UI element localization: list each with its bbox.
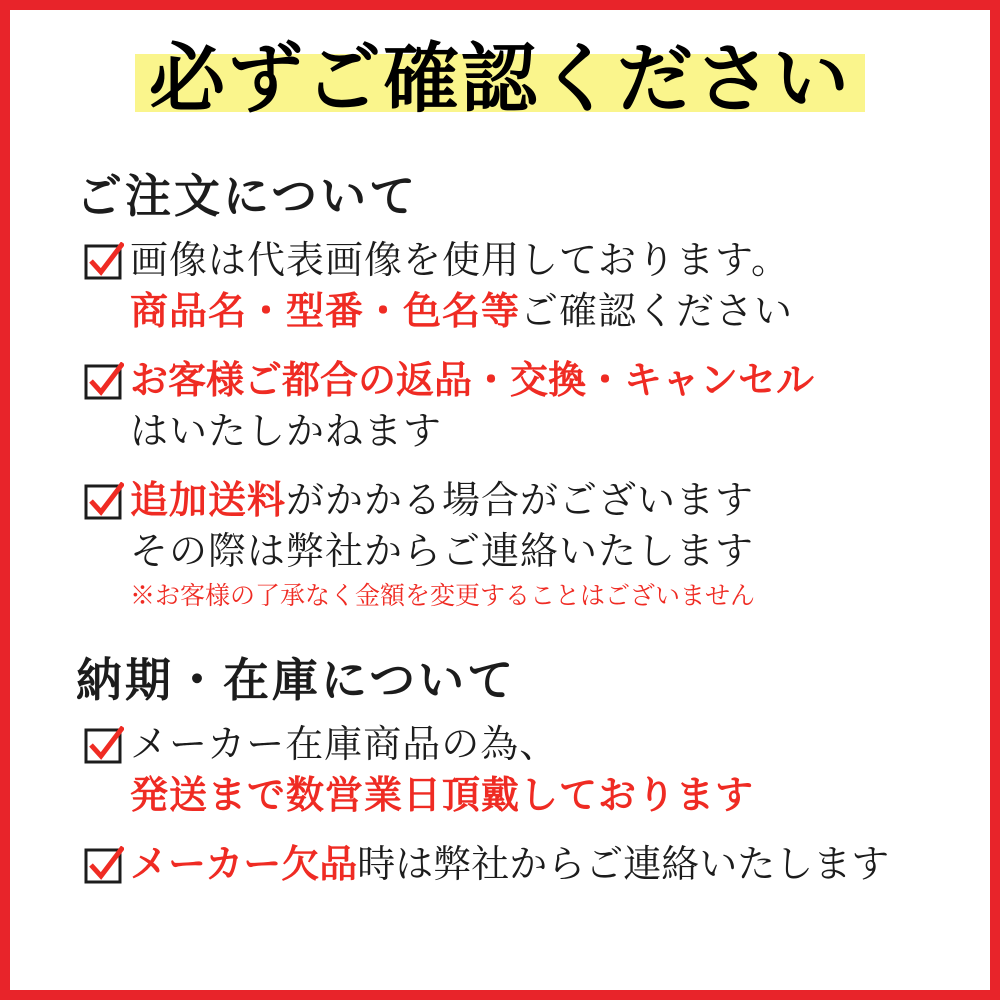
checkbox-checked-icon xyxy=(84,726,124,766)
list-item-note: ※お客様の了承なく金額を変更することはございません xyxy=(130,583,756,611)
list-item-line1-rest: 時は弊社からご連絡いたします xyxy=(357,844,890,887)
list-item-line2: 発送まで数営業日頂戴しております xyxy=(130,775,755,818)
section-heading-delivery: 納期・在庫について xyxy=(76,655,517,707)
checkbox-checked-icon xyxy=(84,362,124,402)
list-item-text xyxy=(130,840,950,891)
list-item xyxy=(84,476,950,615)
border-frame-bottom xyxy=(0,990,1000,1000)
checkbox-checked-icon xyxy=(84,846,124,886)
section-heading-order: ご注文について xyxy=(76,171,419,222)
list-item-text xyxy=(130,476,950,615)
list-item-line2 xyxy=(130,287,950,338)
list-item-line1-rest: がかかる場合がございます xyxy=(286,479,755,522)
notice-content xyxy=(10,10,990,990)
list-item xyxy=(84,840,950,891)
list-item-line1 xyxy=(130,840,950,891)
list-item-line1-emphasis: メーカー欠品 xyxy=(130,844,358,887)
checkbox-checked-icon xyxy=(84,482,124,522)
list-item-line1-emphasis: 追加送料 xyxy=(130,479,287,522)
border-frame-right xyxy=(990,0,1000,1000)
list-item-line1: メーカー在庫商品の為、 xyxy=(130,724,559,767)
list-item xyxy=(84,720,950,822)
page-title xyxy=(135,38,865,124)
list-item-line1: 画像は代表画像を使用しております。 xyxy=(130,240,790,282)
list-item-text xyxy=(130,236,950,338)
list-item-line1 xyxy=(130,476,950,527)
list-item-line1: お客様ご都合の返品・交換・キャンセル xyxy=(130,359,815,402)
list-item xyxy=(84,356,950,458)
list-item-text xyxy=(130,356,950,458)
list-item-line2: はいたしかねます xyxy=(130,410,443,453)
list-item xyxy=(84,236,950,338)
list-item-line2: その際は弊社からご連絡いたします xyxy=(130,530,755,573)
checkbox-checked-icon xyxy=(84,242,124,282)
list-item-line2-emphasis: 商品名・型番・色名等 xyxy=(130,290,521,333)
list-item-line2-rest: ご確認ください xyxy=(520,290,794,333)
page-title-wrap xyxy=(50,38,950,124)
page-title-text: 必ずご確認ください xyxy=(149,38,851,122)
list-item-text xyxy=(130,720,950,822)
border-frame-left xyxy=(0,0,10,1000)
border-frame-top xyxy=(0,0,1000,10)
